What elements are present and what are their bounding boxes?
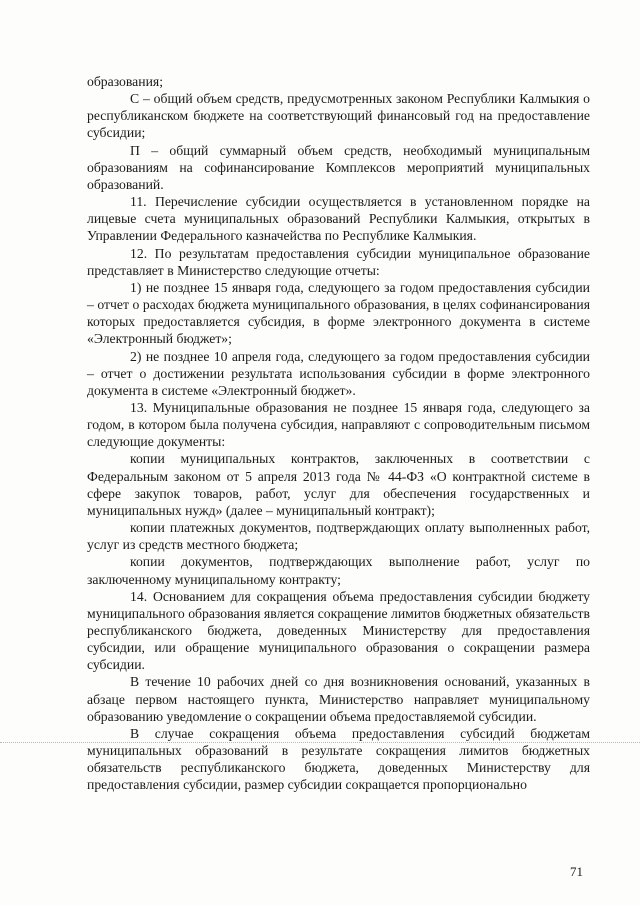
paragraph-clause-12-item-1: 1) не позднее 15 января года, следующего за годом предоставления субсидии – отчет о расходах бюджета муниципального образования, в целях софинансирования которых предоставляется субсидия, в форме электронного документа в системе «Электронный бюджет»; (87, 279, 590, 347)
paragraph-definition-p: П – общий суммарный объем средств, необходимый муниципальным образованиям на софинансирование Комплексов мероприятий муниципальных образований. (87, 142, 590, 192)
paragraph-clause-13: 13. Муниципальные образования не позднее 15 января года, следующего за годом, в котором была получена субсидия, направляют с сопроводительным письмом следующие документы: (87, 399, 590, 450)
paragraph-clause-14: 14. Основанием для сокращения объема предоставления субсидии бюджету муниципального образования является сокращение лимитов бюджетных обязательств республиканского бюджета, доведенных Министерству для предоставления субсидии, или обращение муниципального образования о сокращении размера субсидии. (87, 588, 590, 673)
paragraph-clause-11: 11. Перечисление субсидии осуществляется в установленном порядке на лицевые счета муниципальных образований Республики Калмыкия, открытых в Управлении Федерального казначейства по Республике Калмыкия. (87, 194, 590, 244)
paragraph-clause-13-contracts: копии муниципальных контрактов, заключенных в соответствии с Федеральным законом от 5 апреля 2013 года № 44-ФЗ «О контрактной системе в сфере закупок товаров, работ, услуг для обеспечения государственных и муниципальных нужд» (далее – муниципальный контракт); (87, 451, 590, 518)
paragraph-clause-14-reduction: В случае сокращения объема предоставления субсидий бюджетам муниципальных образований в результате сокращения лимитов бюджетных обязательств республиканского бюджета, доведенных Министерству для предоставления субсидии, размер субсидии сокращается пропорционально (87, 725, 590, 793)
paragraph-definition-c: С – общий объем средств, предусмотренных законом Республики Калмыкия о республиканском бюджете на соответствующий финансовый год на предоставление субсидии; (87, 91, 590, 141)
paragraph-clause-13-works: копии документов, подтверждающих выполнение работ, услуг по заключенному муниципальному контракту; (87, 554, 590, 587)
paragraph-clause-14-notice: В течение 10 рабочих дней со дня возникновения оснований, указанных в абзаце первом настоящего пункта, Министерство направляет муниципальному образованию уведомление о сокращении объема предоставляемой субсидии. (87, 674, 590, 724)
paragraph-clause-12-item-2: 2) не позднее 10 апреля года, следующего за годом предоставления субсидии – отчет о достижении результата использования субсидии в форме электронного документа в системе «Электронный бюджет». (87, 348, 590, 398)
page-number: 71 (570, 864, 583, 879)
paragraph-clause-13-payments: копии платежных документов, подтверждающих оплату выполненных работ, услуг из средств местного бюджета; (87, 520, 590, 553)
paragraph-clause-12: 12. По результатам предоставления субсидии муниципальное образование представляет в Министерство следующие отчеты: (87, 245, 590, 278)
paragraph-continuation: образования; (87, 74, 164, 89)
document-body (87, 73, 590, 794)
scan-artifact-line (0, 742, 640, 743)
